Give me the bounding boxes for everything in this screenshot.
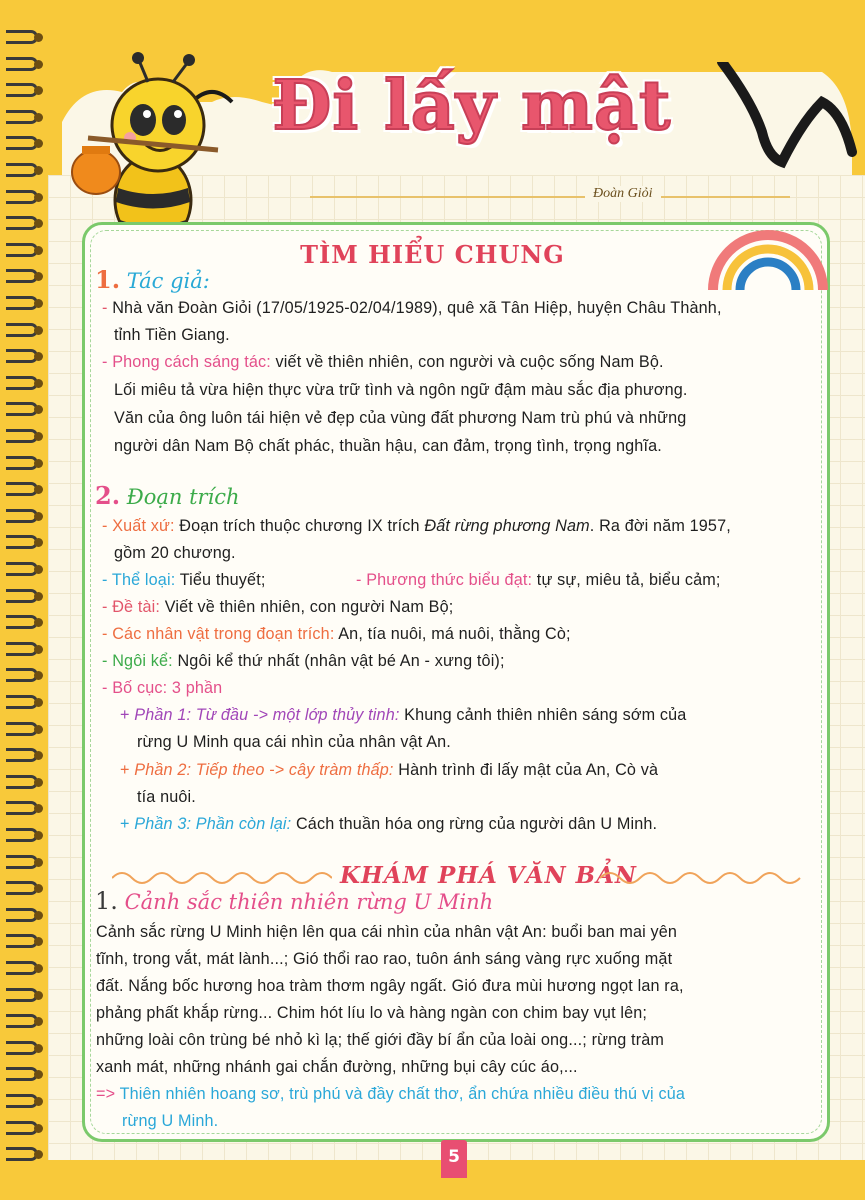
text: Nhà văn Đoàn Giỏi (17/05/1925-02/04/1989), quê xã Tân Hiệp, huyện Châu Thành, [112,299,722,317]
nature-line-6: xanh mát, những nhánh gai chắn đường, những bụi cây cúc áo,... [96,1058,578,1076]
style-line-1: - Phong cách sáng tác: viết về thiên nhiên, con người và cuộc sống Nam Bộ. [102,353,664,371]
subsection-author-title [95,265,210,294]
author-divider [310,196,790,198]
spiral-hole [34,512,43,521]
page-title: Đi lấy mật [272,66,672,146]
text: tự sự, miêu tả, biểu cảm; [536,571,721,589]
nature-line-5: những loài côn trùng bé nhỏ kì lạ; thế giới đầy bí ẩn của loài ong...; rừng tràm [96,1031,665,1049]
label: Xuất xứ: [112,517,175,535]
spiral-hole [34,751,43,760]
spiral-hole [34,991,43,1000]
bee-mascot-icon [58,50,258,250]
label: Phần 2: Tiếp theo -> cây tràm thấp: [134,761,394,779]
spiral-hole [34,459,43,468]
spiral-hole [34,86,43,95]
label: Ngôi kể: [112,652,173,670]
spiral-hole [34,272,43,281]
subsection-excerpt-title [95,481,240,510]
spiral-hole [34,432,43,441]
spiral-hole [34,379,43,388]
subsection-label: Đoạn trích [126,485,240,509]
section-heading-explore: KHÁM PHÁ VĂN BẢN [340,862,637,889]
part3-line: + Phần 3: Phần còn lại: Cách thuần hóa ong rừng của người dân U Minh. [120,815,658,833]
spiral-hole [34,33,43,42]
part2-line-1: + Phần 2: Tiếp theo -> cây tràm thấp: Hành trình đi lấy mật của An, Cò và [120,761,659,779]
spiral-hole [34,405,43,414]
author-line-2: tỉnh Tiền Giang. [114,326,230,344]
part2-line-2: tía nuôi. [137,788,196,806]
topic-line: - Đề tài: Viết về thiên nhiên, con người Nam Bộ; [102,598,454,616]
spiral-hole [34,1017,43,1026]
characters-line: - Các nhân vật trong đoạn trích: An, tía nuôi, má nuôi, thằng Cò; [102,625,571,643]
text-italic: Đất rừng phương Nam [424,517,590,535]
label: Bố cục: [112,679,168,697]
nature-line-2: tĩnh, trong vắt, mát lành...; Gió thổi rao rao, tuôn ánh sáng vàng rực xuống mặt [96,950,673,968]
spiral-binding [0,30,46,1180]
spiral-hole [34,725,43,734]
spiral-hole [34,592,43,601]
label: Phương thức biểu đạt: [366,571,533,589]
page-number: 5 [441,1140,467,1178]
spiral-hole [34,565,43,574]
label: Thể loại: [111,571,176,589]
spiral-hole [34,326,43,335]
spiral-hole [34,858,43,867]
spiral-hole [34,1150,43,1159]
label: Phần 3: Phần còn lại: [134,815,292,833]
spiral-hole [34,538,43,547]
style-line-2: Lối miêu tả vừa hiện thực vừa trữ tình và ngôn ngữ đậm màu sắc địa phương. [114,381,688,399]
nature-line-4: phảng phất khắp rừng... Chim hót líu lo và hàng ngàn con chim bay vụt lên; [96,1004,648,1022]
label: Phong cách sáng tác: [112,353,271,371]
spiral-hole [34,964,43,973]
label: Các nhân vật trong đoạn trích: [112,625,335,643]
section-heading-general: TÌM HIỂU CHUNG [300,240,565,269]
spiral-hole [34,698,43,707]
narrator-line: - Ngôi kể: Ngôi kể thứ nhất (nhân vật bé An - xưng tôi); [102,652,505,670]
conclusion-line-1 [96,1085,685,1104]
spiral-hole [34,671,43,680]
text: Khung cảnh thiên nhiên sáng sớm của [404,706,687,724]
text: Hành trình đi lấy mật của An, Cò và [398,761,659,779]
spiral-hole [34,485,43,494]
spiral-hole [34,166,43,175]
layout-line: - Bố cục: 3 phần [102,679,223,697]
part1-line-1: + Phần 1: Từ đầu -> một lớp thủy tinh: Khung cảnh thiên nhiên sáng sớm của [120,706,687,724]
origin-line-2: gồm 20 chương. [114,544,236,562]
nature-line-1: Cảnh sắc rừng U Minh hiện lên qua cái nhìn của nhân vật An: buổi ban mai yên [96,923,678,941]
heart-wave-right-icon [600,868,810,886]
spiral-hole [34,618,43,627]
spiral-hole [34,831,43,840]
label: Đề tài: [112,598,161,616]
text: Thiên nhiên hoang sơ, trù phú và đầy chất thơ, ẩn chứa nhiều điều thú vị của [119,1085,686,1103]
spiral-hole [34,1097,43,1106]
spiral-hole [34,219,43,228]
label: Phần 1: Từ đầu -> một lớp thủy tinh: [134,706,400,724]
part1-line-2: rừng U Minh qua cái nhìn của nhân vật An. [137,733,451,751]
spiral-hole [34,937,43,946]
text: Viết về thiên nhiên, con người Nam Bộ; [164,598,454,616]
text: An, tía nuôi, má nuôi, thằng Cò; [338,625,571,643]
spiral-hole [34,60,43,69]
nature-line-3: đất. Nắng bốc hương hoa tràm thơm ngây ngất. Gió đưa mùi hương ngọt lan ra, [96,977,684,995]
origin-line-1: - Xuất xứ: Đoạn trích thuộc chương IX trích Đất rừng phương Nam. Ra đời năm 1957, [102,517,731,535]
spiral-hole [34,645,43,654]
spiral-hole [34,911,43,920]
style-line-4: người dân Nam Bộ chất phác, thuần hậu, can đảm, trọng tình, trọng nghĩa. [114,437,662,455]
spiral-hole [34,884,43,893]
text: Đoạn trích thuộc chương IX trích [179,517,420,535]
spiral-hole [34,139,43,148]
spiral-hole [34,193,43,202]
heart-wave-left-icon [112,868,332,886]
subsection-label: Tác giả: [126,269,210,293]
text: viết về thiên nhiên, con người và cuộc sống Nam Bộ. [275,353,664,371]
conclusion-line-2: rừng U Minh. [122,1112,219,1130]
mode-line: - Phương thức biểu đạt: tự sự, miêu tả, biểu cảm; [356,571,721,589]
subsection-number: 1. [95,265,121,294]
spiral-hole [34,778,43,787]
subsection-number: 1. [95,887,118,915]
author-line-1: - Nhà văn Đoàn Giỏi (17/05/1925-02/04/1989), quê xã Tân Hiệp, huyện Châu Thành, [102,299,722,317]
subsection-nature-title [95,887,493,915]
text: Ngôi kể thứ nhất (nhân vật bé An - xưng tôi); [177,652,505,670]
author-name: Đoàn Giỏi [585,186,661,202]
text: . Ra đời năm 1957, [589,517,731,535]
text: Cách thuần hóa ong rừng của người dân U Minh. [295,815,658,833]
spiral-hole [34,1070,43,1079]
text: 3 phần [171,679,223,697]
spiral-hole [34,1124,43,1133]
subsection-number: 2. [95,481,121,510]
genre-line: - Thể loại: Tiểu thuyết; [102,571,266,589]
style-line-3: Văn của ông luôn tái hiện vẻ đẹp của vùng đất phương Nam trù phú và những [114,409,687,427]
subsection-label: Cảnh sắc thiên nhiên rừng U Minh [124,890,494,914]
spiral-hole [34,113,43,122]
spiral-hole [34,804,43,813]
text: Tiểu thuyết; [179,571,266,589]
spiral-hole [34,299,43,308]
spiral-hole [34,352,43,361]
arrow: => [96,1085,116,1103]
spiral-hole [34,1044,43,1053]
